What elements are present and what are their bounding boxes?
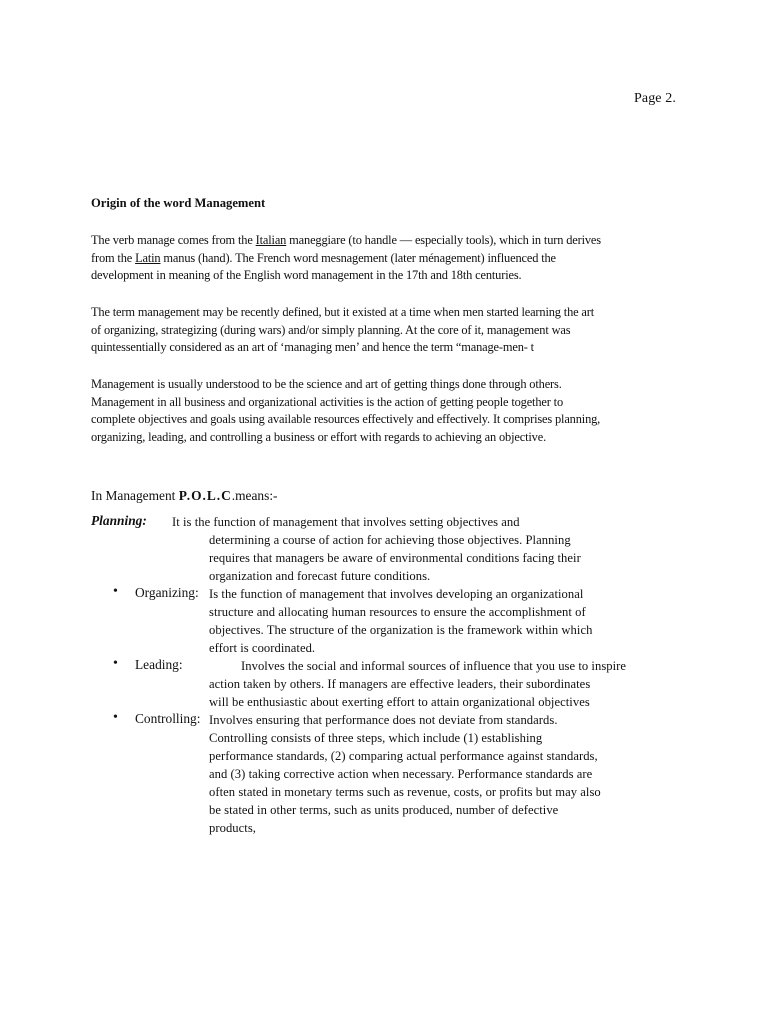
polc-acronym: P.O.L.C (178, 488, 232, 503)
text-span: The verb manage comes from the (91, 233, 256, 247)
text-span: .means:- (231, 488, 278, 503)
text-span: In Management (91, 488, 179, 503)
organizing-line: structure and allocating human resources to ensure the accomplishment of (209, 605, 586, 619)
controlling-line: often stated in monetary terms such as revenue, costs, or profits but may also (209, 785, 601, 799)
controlling-line: be stated in other terms, such as units produced, number of defective (209, 803, 559, 817)
paragraph-line: quintessentially considered as an art of ‘managing men’ and hence the term “manage-men- t (91, 340, 534, 354)
paragraph-line (91, 232, 601, 250)
leading-label: Leading: (135, 657, 183, 672)
leading-line: action taken by others. If managers are effective leaders, their subordinates (209, 677, 591, 691)
latin-link[interactable]: Latin (135, 250, 161, 265)
paragraph-line (91, 250, 601, 268)
planning-label: Planning: (91, 513, 147, 528)
controlling-label: Controlling: (135, 711, 201, 726)
text-span: from the (91, 250, 136, 265)
paragraph-history (91, 304, 594, 357)
paragraph-line: Management is usually understood to be the science and art of getting things done through others. (91, 377, 562, 391)
text-span: maneggiare (to handle — especially tools), which in turn derives (286, 233, 601, 247)
paragraph-line: development in meaning of the English word management in the 17th and 18th centuries. (91, 268, 522, 282)
planning-line: requires that managers be aware of environmental conditions facing their (209, 551, 581, 565)
planning-text-rest (209, 531, 581, 585)
leading-line: will be enthusiastic about exerting effort to attain organizational objectives (209, 695, 590, 709)
organizing-line: objectives. The structure of the organization is the framework within which (209, 623, 593, 637)
planning-text-first: It is the function of management that involves setting objectives and (172, 515, 520, 529)
paragraph-origin (91, 232, 601, 285)
paragraph-line: organizing, leading, and controlling a business or effort with regards to achieving an objective. (91, 429, 547, 444)
paragraph-line: Management in all business and organizational activities is the action of getting people together to (91, 394, 564, 409)
bullet-icon: • (113, 710, 118, 725)
bullet-icon: • (113, 584, 118, 599)
paragraph-line: complete objectives and goals using available resources effectively and effectively. It comprises planning, (91, 412, 601, 426)
paragraph-line: of organizing, strategizing (during wars) and/or simply planning. At the core of it, management was (91, 322, 571, 337)
controlling-line: Controlling consists of three steps, which include (1) establishing (209, 731, 543, 745)
text-span: manus (hand). The French word mesnagement (later ménagement) influenced the (160, 250, 556, 265)
leading-line: Involves the social and informal sources of influence that you use to inspire (241, 659, 627, 673)
section-heading: Origin of the word Management (91, 196, 266, 210)
paragraph-definition (91, 376, 600, 446)
organizing-text (209, 585, 592, 657)
page-number: Page 2. (634, 91, 676, 106)
controlling-text (209, 711, 601, 837)
polc-intro (91, 488, 278, 504)
controlling-line: products, (209, 821, 256, 835)
italian-link[interactable]: Italian (255, 233, 287, 247)
paragraph-line: The term management may be recently defined, but it existed at a time when men started learning the art (91, 305, 595, 319)
organizing-line: effort is coordinated. (209, 641, 316, 655)
planning-line: determining a course of action for achieving those objectives. Planning (209, 533, 571, 547)
bullet-icon: • (113, 656, 118, 671)
organizing-label: Organizing: (135, 585, 199, 600)
planning-line: organization and forecast future conditions. (209, 569, 431, 583)
controlling-line: performance standards, (2) comparing actual performance against standards, (209, 749, 598, 763)
leading-text (209, 657, 626, 711)
organizing-line: Is the function of management that involves developing an organizational (209, 587, 584, 601)
controlling-line: Involves ensuring that performance does not deviate from standards. (209, 713, 558, 727)
controlling-line: and (3) taking corrective action when necessary. Performance standards are (209, 767, 593, 781)
